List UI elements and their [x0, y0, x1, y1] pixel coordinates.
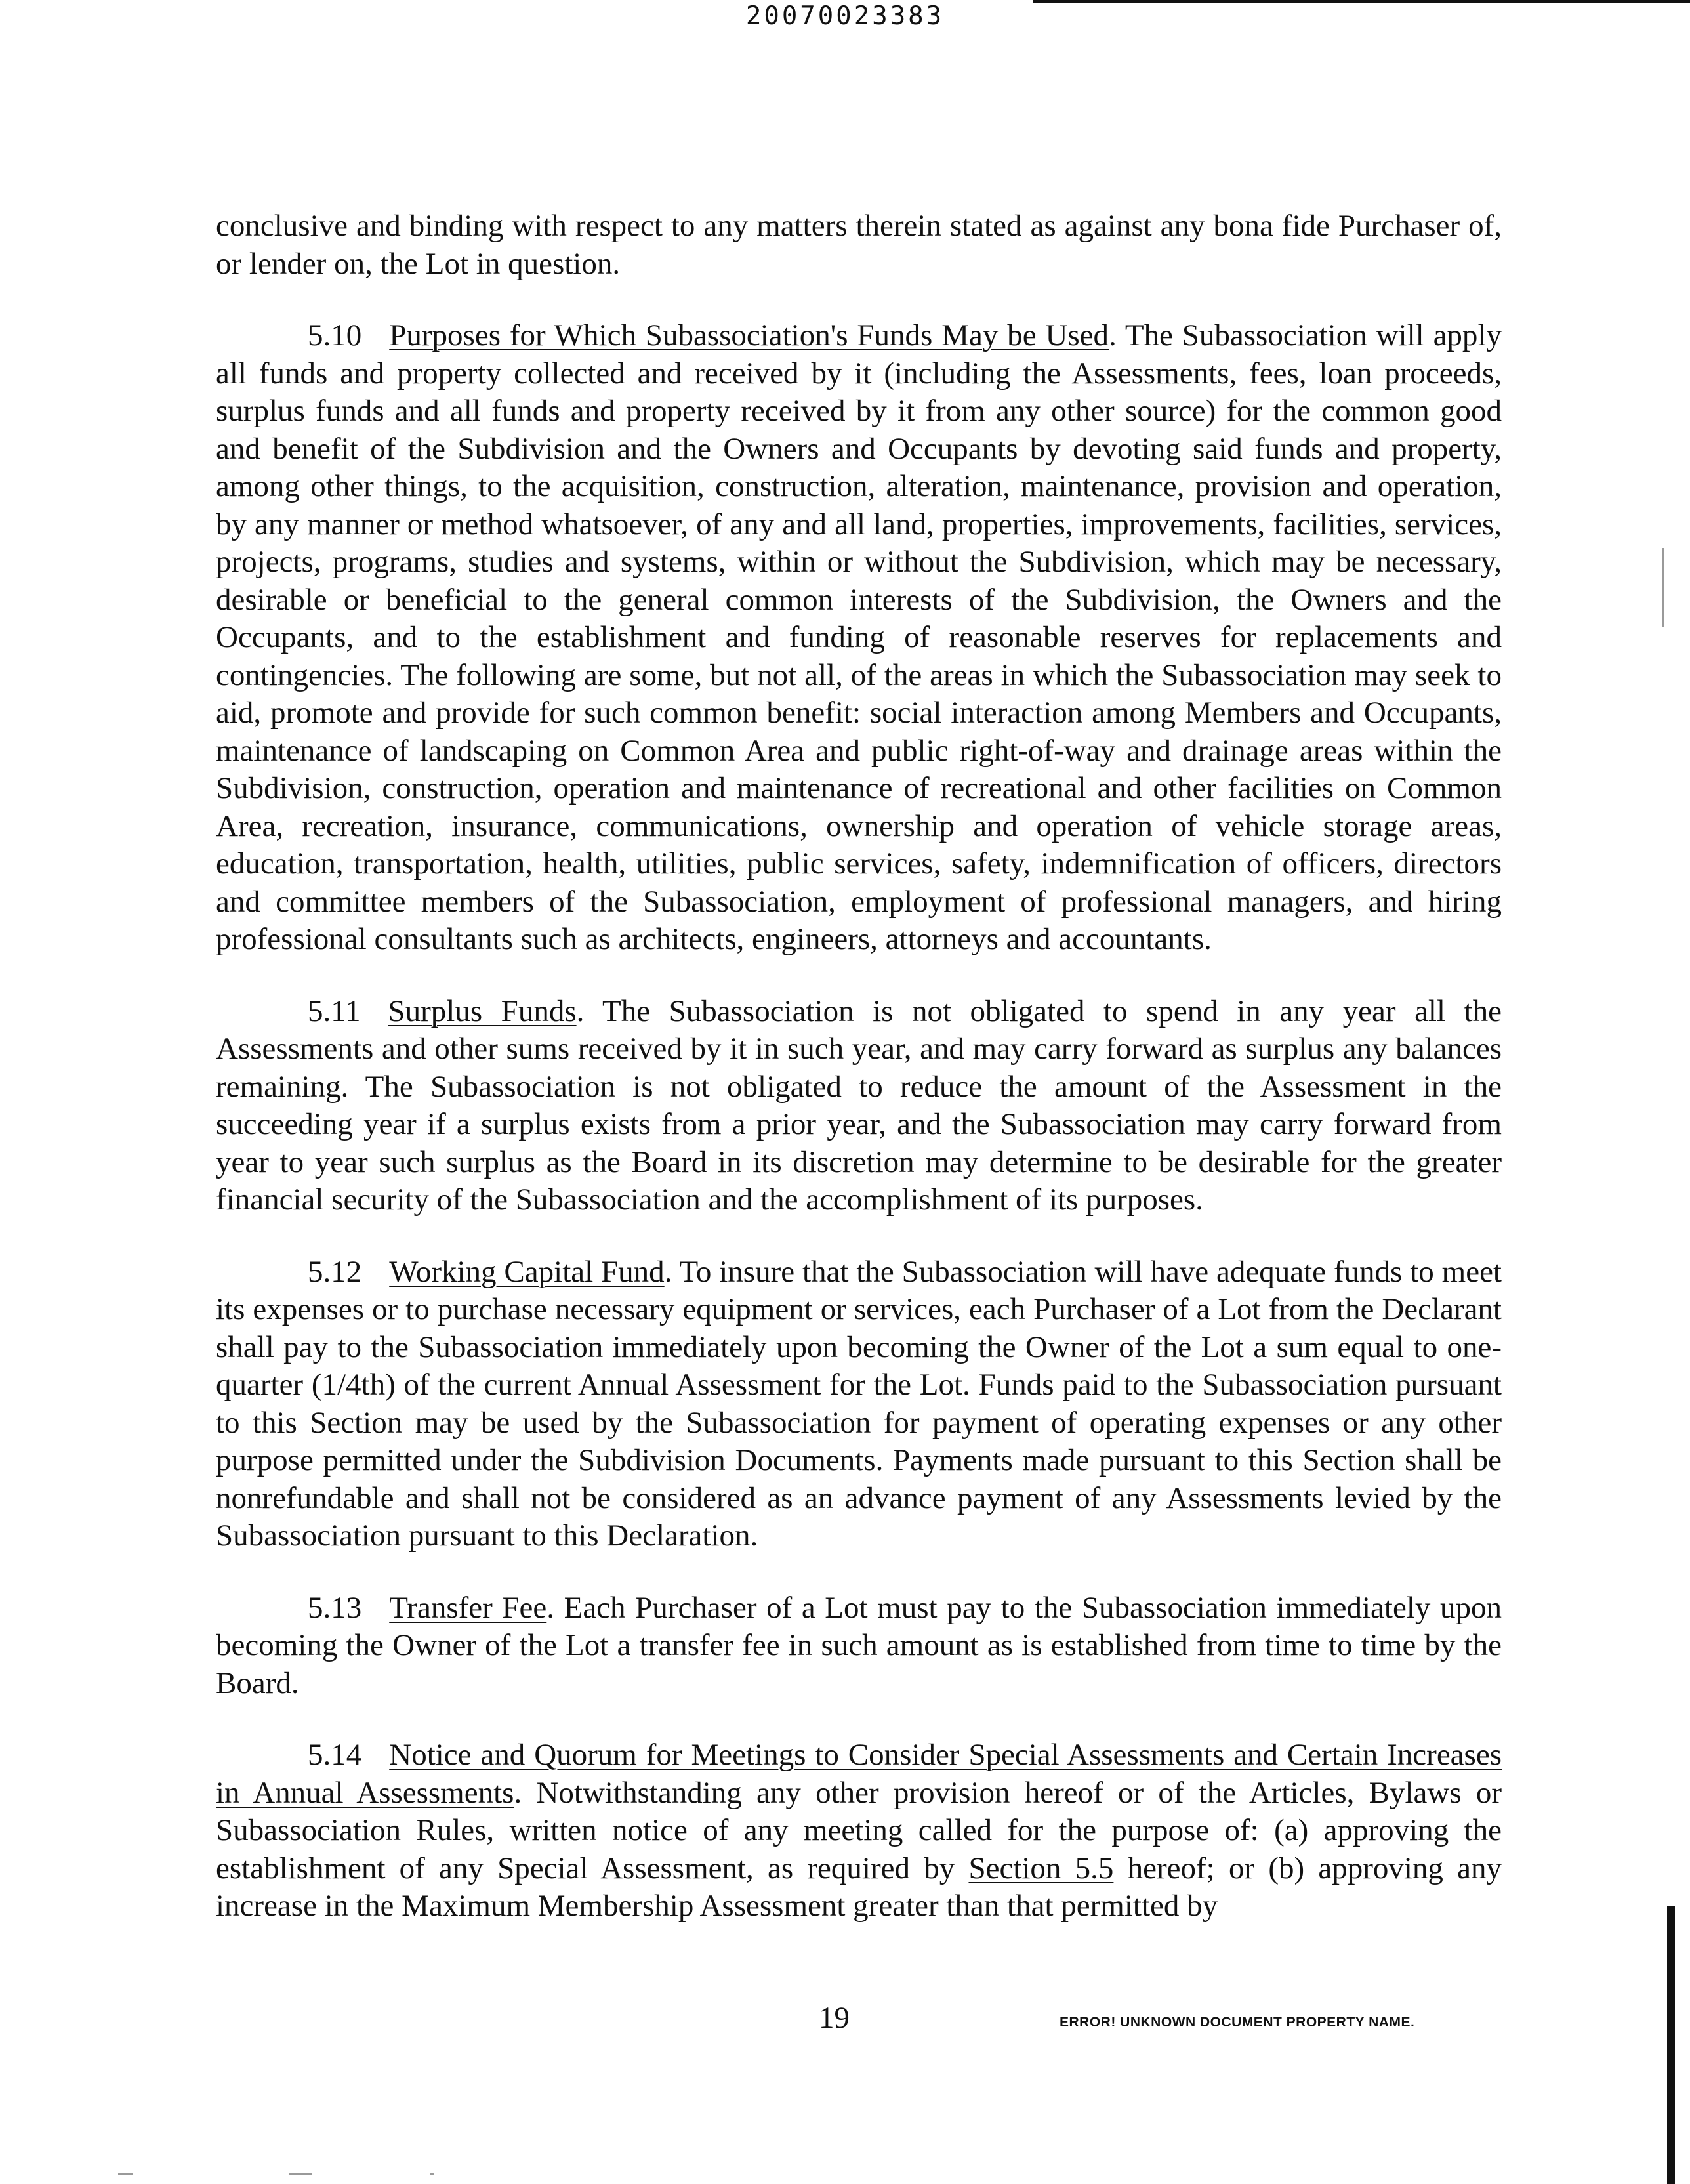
section-number: 5.10: [308, 318, 362, 352]
section-number: 5.12: [308, 1254, 362, 1289]
paragraph-continuation: conclusive and binding with respect to any matters therein stated as against any bona fide Purchaser of, or lender on, the Lot in question.: [216, 209, 1502, 281]
section-5-10: [216, 317, 1502, 959]
footer-error-text: ERROR! UNKNOWN DOCUMENT PROPERTY NAME.: [1060, 2015, 1415, 2030]
section-title: Transfer Fee: [389, 1590, 547, 1625]
section-body: . The Subassociation is not obligated to spend in any year all the Assessments and other sums received by it in such year, and may carry forward as surplus any balances remaining. The Subassociation is not obligated to reduce the amount of the Assessment in the succeeding year if a surplus exists from a prior year, and the Subassociation may carry forward from year to year such surplus as the Board in its discretion may determine to be desirable for the greater financial security of the Subassociation and the accomplishment of its purposes.: [216, 994, 1502, 1217]
section-number: 5.11: [308, 994, 361, 1028]
section-body: . Each Purchaser of a Lot must pay to the Subassociation immediately upon becoming the Owner of the Lot a transfer fee in such amount as is established from time to time by the Board.: [216, 1590, 1502, 1700]
section-body: . The Subassociation will apply all funds and property collected and received by it (including the Assessments, fees, loan proceeds, surplus funds and all funds and property received by it from any other source) for the common good and benefit of the Subdivision and the Owners and Occupants by devoting said funds and property, among other things, to the acquisition, construction, alteration, maintenance, provision and operation, by any manner or method whatsoever, of any and all land, properties, improvements, facilities, services, projects, programs, studies and systems, within or without the Subdivision, which may be necessary, desirable or beneficial to the general common interests of the Subdivision, the Owners and the Occupants, and to the establishment and funding of reasonable reserves for replacements and contingencies. The following are some, but not all, of the areas in which the Subassociation may seek to aid, promote and provide for such common benefit: social interaction among Members and Occupants, maintenance of landscaping on Common Area and public right-of-way and drainage areas within the Subdivision, construction, operation and maintenance of recreational and other facilities on Common Area, recreation, insurance, communications, ownership and operation of vehicle storage areas, education, transportation, health, utilities, public services, safety, indemnification of officers, directors and committee members of the Subassociation, employment of professional managers, and hiring professional consultants such as architects, engineers, attorneys and accountants.: [216, 318, 1502, 956]
section-body: . To insure that the Subassociation will have adequate funds to meet its expenses or to purchase necessary equipment or services, each Purchaser of a Lot from the Declarant shall pay to the Subassociation immediately upon becoming the Owner of the Lot a sum equal to one-quarter (1/4th) of the current Annual Assessment for the Lot. Funds paid to the Subassociation pursuant to this Section may be used by the Subassociation for payment of operating expenses or any other purpose permitted under the Subdivision Documents. Payments made pursuant to this Section shall be nonrefundable and shall not be considered as an advance payment of any Assessments levied by the Subassociation pursuant to this Declaration.: [216, 1254, 1502, 1553]
document-number: 20070023383: [745, 1, 945, 31]
section-title: Purposes for Which Subassociation's Funds May be Used: [389, 318, 1109, 352]
section-number: 5.13: [308, 1590, 362, 1625]
section-title: Working Capital Fund: [389, 1254, 665, 1289]
section-5-14: [216, 1736, 1502, 1925]
scan-edge-mark: [1662, 548, 1664, 627]
scan-mark: [118, 2174, 133, 2175]
section-5-13: [216, 1589, 1502, 1703]
section-reference-link: Section 5.5: [968, 1851, 1114, 1885]
section-title: Surplus Funds: [388, 994, 577, 1028]
section-5-11: [216, 993, 1502, 1219]
section-title: Notice and Quorum for Meetings to Consider Special Assessments and Certain Increases in Annual Assessments: [216, 1738, 1502, 1810]
section-5-12: [216, 1253, 1502, 1555]
scan-mark: [430, 2174, 434, 2175]
page-body: [216, 207, 1502, 1960]
scan-mark: [289, 2174, 312, 2175]
section-body: . Notwithstanding any other provision hereof or of the Articles, Bylaws or Subassociation Rules, written notice of any meeting called for the purpose of: (a) approving the establishment of any Special Assessment, as required by: [216, 1775, 1502, 1885]
section-number: 5.14: [308, 1738, 362, 1772]
scan-edge-bar: [1667, 1906, 1675, 2184]
page-number: 19: [819, 2001, 850, 2035]
section-body-continued: hereof; or (b) approving any increase in the Maximum Membership Assessment greater than that permitted by: [216, 1851, 1502, 1923]
